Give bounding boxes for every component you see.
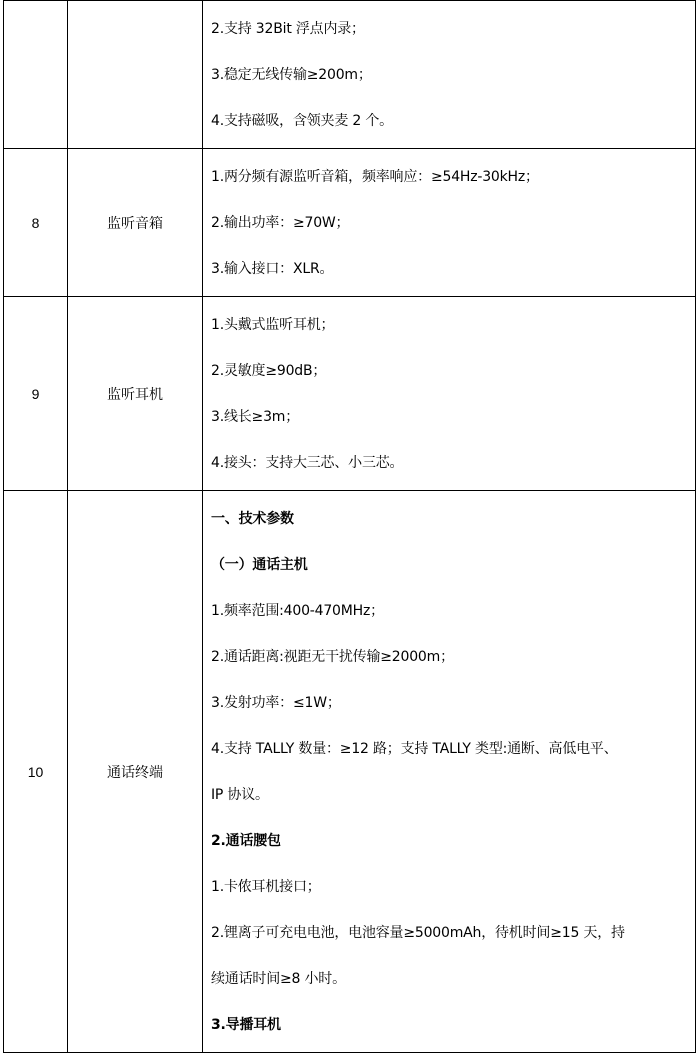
spec-line: 3.发射功率：≤1W； [211, 695, 341, 711]
spec-line: 1.头戴式监听耳机； [211, 317, 335, 333]
spec-cell [203, 1, 696, 149]
spec-cell [203, 297, 696, 491]
spec-cell [203, 149, 696, 297]
table-row [4, 491, 696, 1053]
spec-line: 1.卡侬耳机接口； [211, 879, 321, 895]
spec-line: 2.通话腰包 [211, 833, 281, 849]
table-row [4, 297, 696, 491]
item-name: 通话终端 [68, 491, 203, 1053]
row-number: 9 [4, 297, 68, 491]
spec-line: 2.灵敏度≥90dB； [211, 363, 327, 379]
spec-table [3, 0, 696, 1053]
row-number: 10 [4, 491, 68, 1053]
item-name: 监听耳机 [68, 297, 203, 491]
spec-line: 一、技术参数 [211, 511, 294, 527]
spec-line: 2.锂离子可充电电池，电池容量≥5000mAh，待机时间≥15 天，持 [211, 925, 625, 941]
spec-line: 1.两分频有源监听音箱，频率响应：≥54Hz-30kHz； [211, 169, 539, 185]
spec-line: 3.导播耳机 [211, 1017, 281, 1033]
spec-line: 3.输入接口：XLR。 [211, 261, 334, 277]
spec-line: 4.接头：支持大三芯、小三芯。 [211, 455, 404, 471]
item-name: 监听音箱 [68, 149, 203, 297]
spec-line: （一）通话主机 [211, 557, 308, 573]
spec-line: IP 协议。 [211, 787, 269, 803]
spec-cell [203, 491, 696, 1053]
table-row [4, 149, 696, 297]
spec-line: 4.支持磁吸，含领夹麦 2 个。 [211, 113, 393, 129]
spec-line: 2.输出功率：≥70W； [211, 215, 350, 231]
row-number [4, 1, 68, 149]
spec-line: 1.频率范围:400-470MHz； [211, 603, 384, 619]
spec-line: 3.稳定无线传输≥200m； [211, 67, 372, 83]
spec-line: 续通话时间≥8 小时。 [211, 971, 346, 987]
spec-line: 3.线长≥3m； [211, 409, 300, 425]
spec-line: 2.支持 32Bit 浮点内录； [211, 21, 365, 37]
row-number: 8 [4, 149, 68, 297]
spec-line: 4.支持 TALLY 数量：≥12 路；支持 TALLY 类型:通断、高低电平、 [211, 741, 618, 757]
spec-line: 2.通话距离:视距无干扰传输≥2000m； [211, 649, 454, 665]
item-name [68, 1, 203, 149]
table-row [4, 1, 696, 149]
